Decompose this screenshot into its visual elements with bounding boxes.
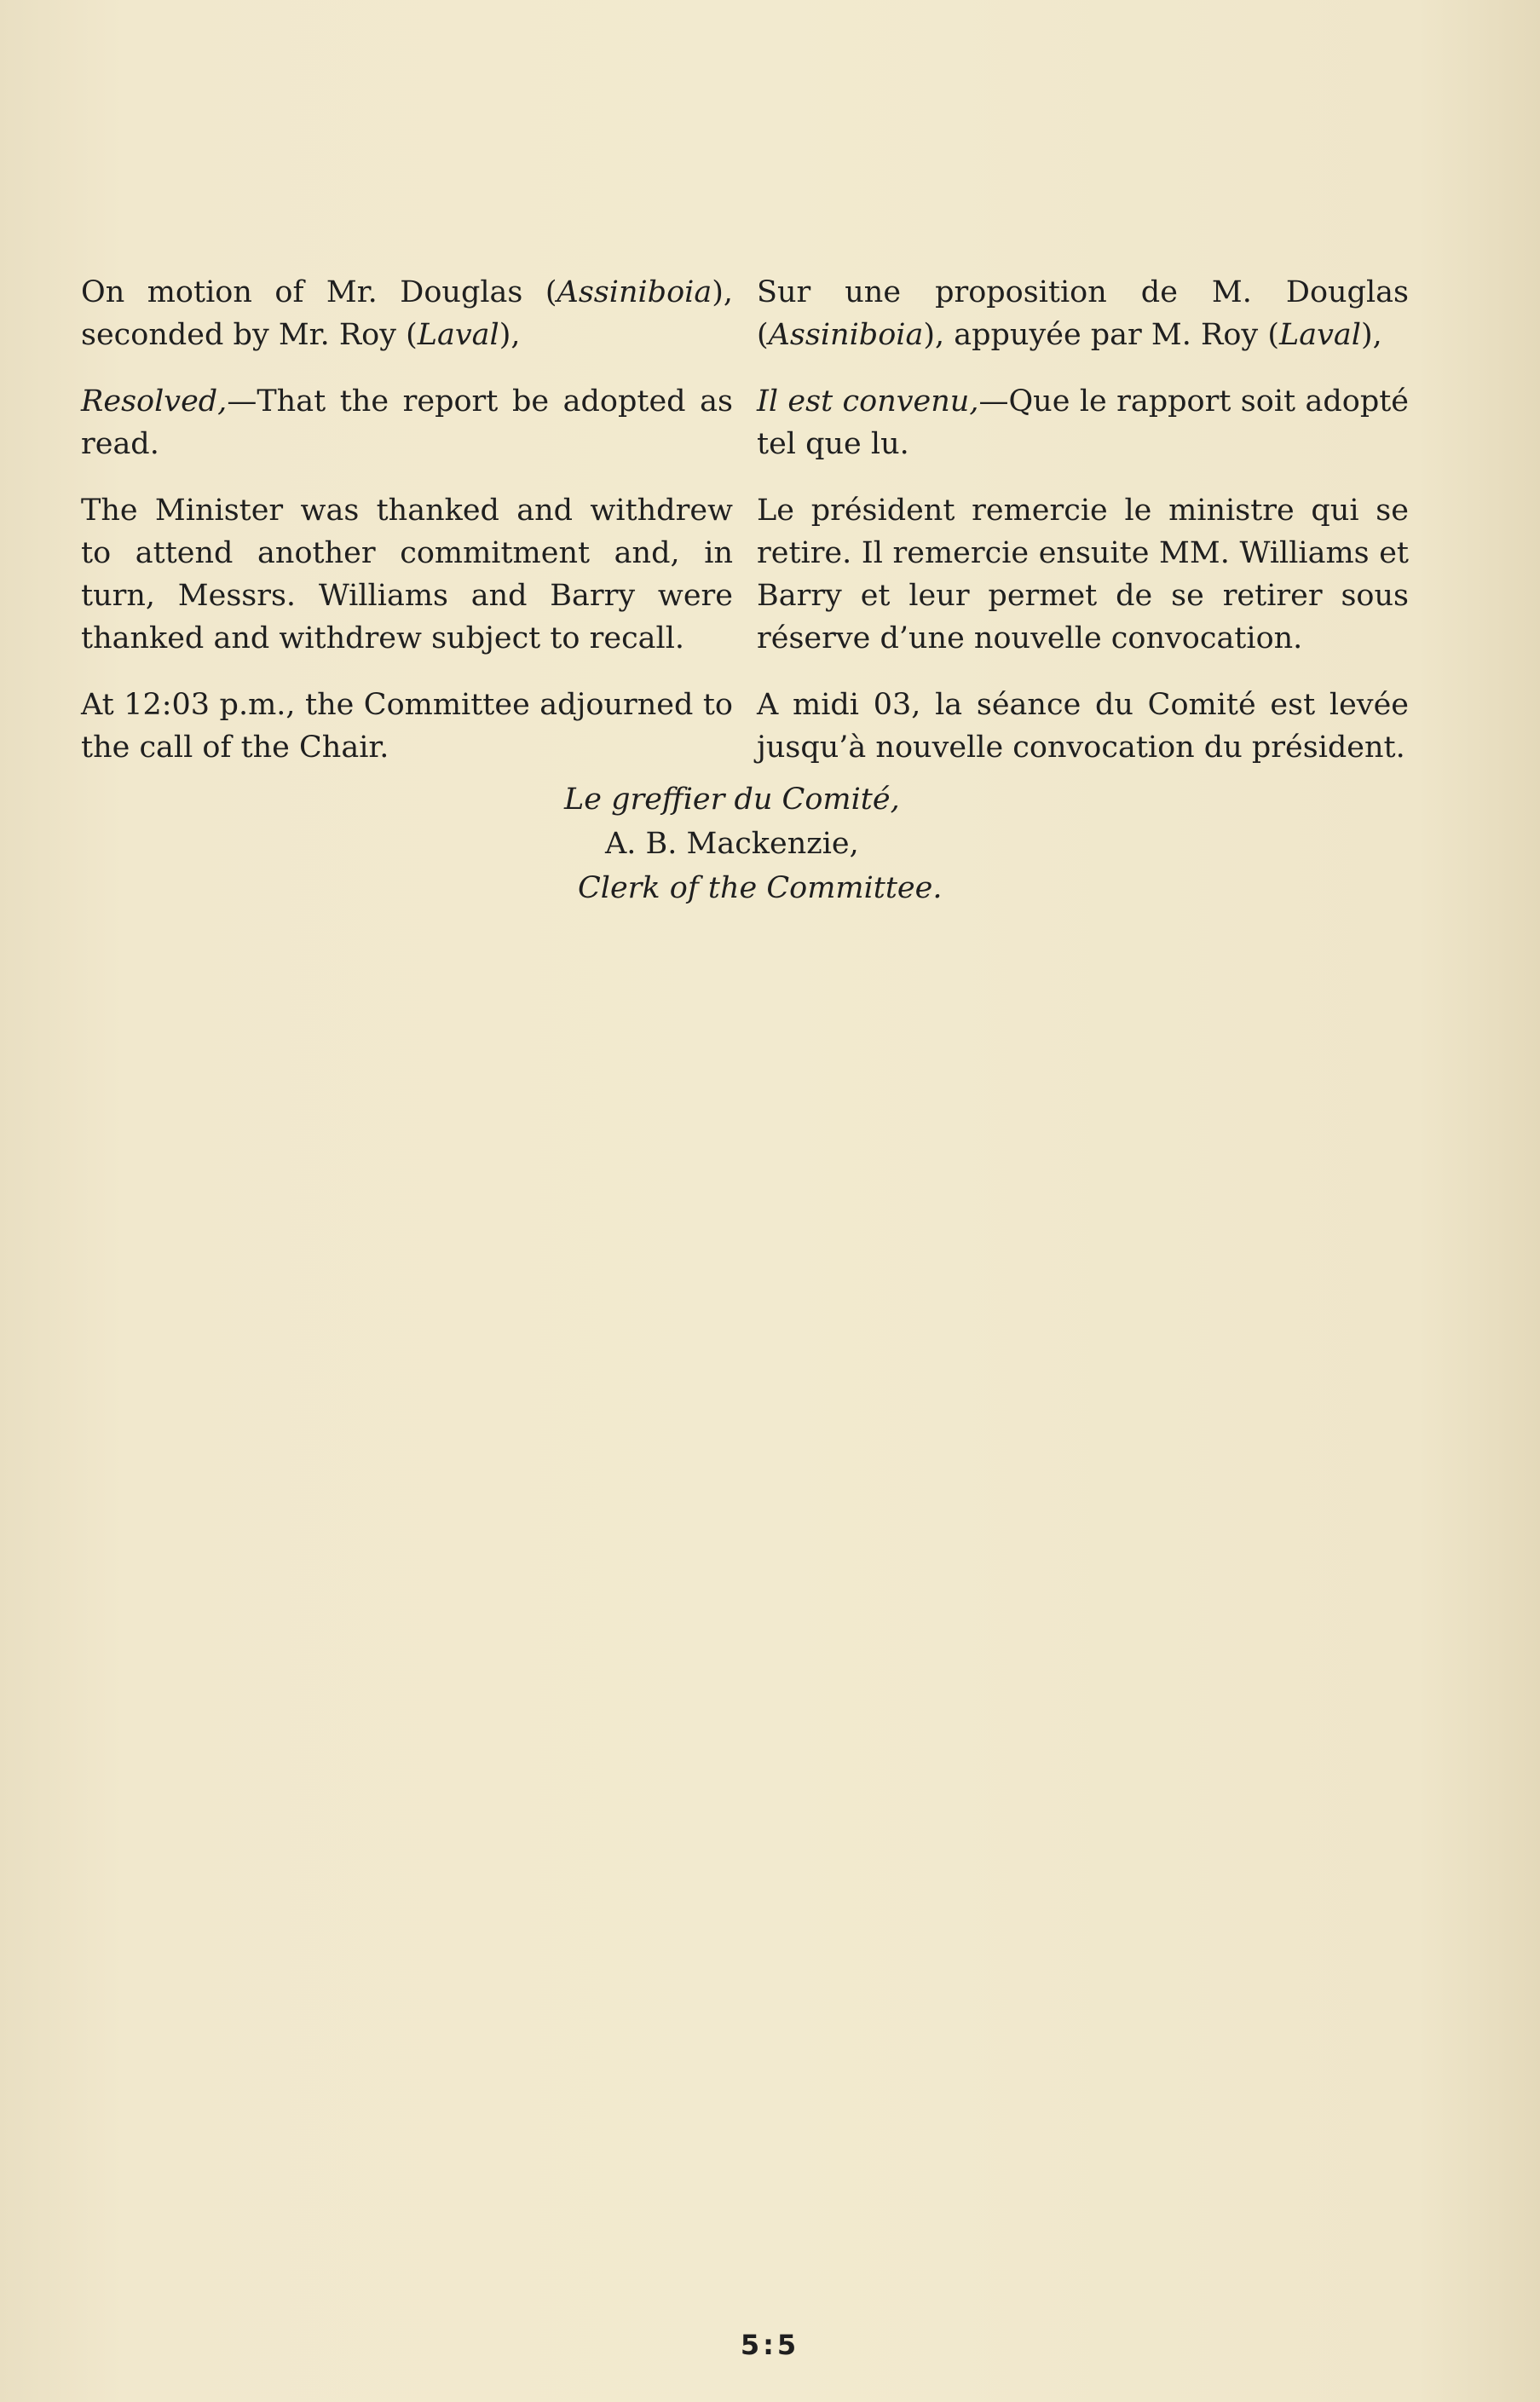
motion-paragraph: [81, 271, 733, 356]
riding-name-fr: Assiniboia: [768, 318, 924, 352]
clerk-title-english: Clerk of the Committee.: [578, 871, 943, 905]
riding-name-fr: Laval: [1278, 318, 1361, 352]
resolution-text-fr: —Que le rapport soit adopté tel que lu.: [757, 384, 1410, 461]
motion-paragraph-fr: [757, 271, 1409, 356]
motion-text: On motion of Mr. Douglas (: [81, 275, 557, 309]
motion-text-fr: ), appuyée par M. Roy (: [923, 318, 1279, 352]
motion-text-fr: Sur une proposition de M. Douglas (: [757, 275, 1409, 352]
adjournment-paragraph-fr: A midi 03, la séance du Comité est levée jusqu’à nouvelle convocation du président.: [757, 688, 1409, 765]
resolution-paragraph: [81, 380, 733, 465]
right-column-french: [757, 271, 1409, 793]
minister-thanked-paragraph: The Minister was thanked and withdrew to attend another commitment and, in turn, Messrs. Williams and Barry were thanked and withdrew subject to recall.: [81, 494, 733, 655]
motion-text-fr: ),: [1360, 318, 1382, 352]
clerk-name: A. B. Mackenzie,: [605, 827, 859, 861]
left-column-english: [81, 271, 733, 793]
adjournment-paragraph: At 12:03 p.m., the Committee adjourned to the call of the Chair.: [81, 688, 733, 765]
riding-name: Assiniboia: [557, 275, 712, 309]
minister-thanked-paragraph-fr: Le président remercie le ministre qui se retire. Il remercie ensuite MM. Williams et Barry et leur permet de se retirer sous réserve d’une nouvelle convocation.: [757, 494, 1409, 655]
motion-text: ),: [499, 318, 521, 352]
motion-text: ), seconded by Mr. Roy (: [81, 275, 733, 352]
riding-name: Laval: [417, 318, 499, 352]
page-number: 5:5: [740, 2329, 800, 2361]
clerk-title-french: Le greffier du Comité,: [564, 782, 900, 817]
resolution-text: —That the report be adopted as read.: [81, 384, 733, 461]
resolution-paragraph-fr: [757, 380, 1409, 465]
resolution-label-fr: Il est convenu,: [757, 384, 979, 419]
resolution-label: Resolved,: [81, 384, 228, 419]
